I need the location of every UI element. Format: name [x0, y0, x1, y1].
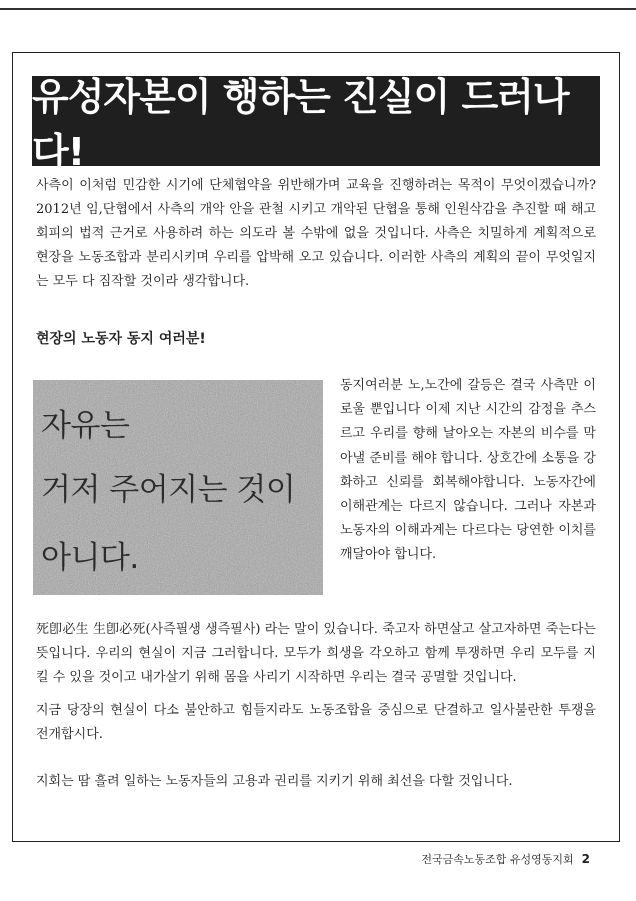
photo-slogan-line-1: 자유는: [41, 408, 130, 444]
page-footer: [421, 851, 590, 867]
photo-slogan-line-3: 아니다.: [41, 540, 139, 576]
intro-paragraph: 사측이 이처럼 민감한 시기에 단체협약을 위반해가며 교육을 진행하려는 목적이 무엇이겠습니까? 2012년 임,단협에서 사측의 개악 안을 관철 시키고 개악된 단협을 통해 인원삭감을 추진할 때 해고회피의 법적 근거로 사용하려 하는 의도라 볼 수밖에 없을 것입니다. 사측은 치밀하게 계획적으로 현장을 노동조합과 분리시키며 우리를 압박해 오고 있습니다. 이러한 사측의 계획의 끝이 무엇일지는 모두 다 짐작할 것이라 생각합니다.: [36, 178, 596, 289]
page-number: 2: [581, 852, 590, 866]
closing-paragraph: 지회는 땀 흘려 일하는 노동자들의 고용과 권리를 지키기 위해 최선을 다할 것입니다.: [36, 774, 513, 789]
top-rule: [0, 8, 636, 10]
proverb-paragraph: 死卽必生 生卽必死(사즉필생 생즉필사) 라는 말이 있습니다. 죽고자 하면살고 살고자하면 죽는다는 뜻입니다. 우리의 현실이 지금 그러합니다. 모두가 희생을 각오하고 함께 투쟁하면 우리 모두를 지킬 수 있을 것이고 내가살기 위해 몸을 사리기 시작하면 우리는 결국 공멸할 것입니다.: [36, 622, 596, 685]
footer-organization: 전국금속노동조합 유성영동지회: [421, 853, 574, 866]
headline-banner: 유성자본이 행하는 진실이 드러나다!: [32, 76, 600, 166]
section-heading: 현장의 노동자 동지 여러분!: [36, 331, 206, 347]
current-situation-paragraph: 지금 당장의 현실이 다소 불안하고 힘들지라도 노동조합을 중심으로 단결하고 일사불란한 투쟁을 전개합시다.: [36, 703, 596, 742]
photo-slogan-line-2: 거저 주어지는 것이: [41, 472, 296, 508]
stone-slogan-photo: [33, 380, 323, 595]
side-paragraph: 동지여러분 노,노간에 갈등은 결국 사측만 이로울 뿐입니다 이제 지난 시간의 감정을 추스르고 우리를 향해 날아오는 자본의 비수를 막아낼 준비를 해야 합니다. 상호간에 소통을 강화하고 신뢰를 회복해야합니다. 노동자간에 이해관계는 다르지 않습니다. 그러나 자본과 노동자의 이해과계는 다르다는 당연한 이치를 깨달아야 합니다.: [340, 378, 596, 563]
